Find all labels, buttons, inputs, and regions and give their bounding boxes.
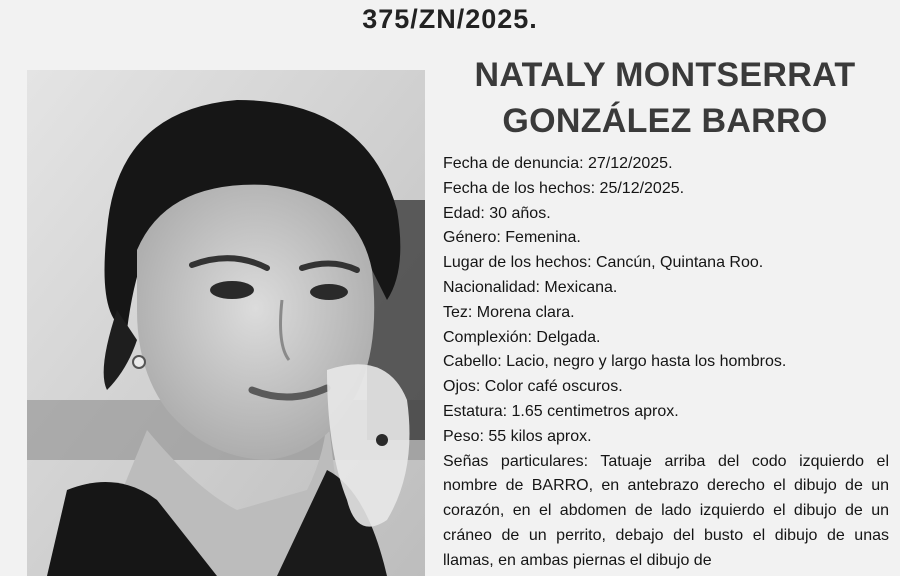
detail-row-ojos — [443, 375, 889, 400]
detail-row-estatura — [443, 400, 889, 425]
detail-row-fecha-hechos — [443, 177, 889, 202]
detail-value: 30 años. — [489, 204, 551, 222]
detail-label: Lugar de los hechos: — [443, 254, 592, 272]
detail-label: Fecha de los hechos: — [443, 179, 596, 197]
detail-label: Complexión: — [443, 328, 532, 346]
person-name-line1: NATALY MONTSERRAT — [474, 56, 856, 94]
detail-label: Ojos: — [443, 378, 481, 396]
missing-person-photo — [27, 70, 425, 576]
detail-label: Estatura: — [443, 402, 508, 420]
detail-row-fecha-denuncia — [443, 152, 889, 177]
detail-value: 25/12/2025. — [599, 179, 685, 197]
detail-label: Fecha de denuncia: — [443, 155, 584, 172]
detail-value: Femenina. — [505, 229, 581, 247]
detail-value: Color café oscuros. — [484, 378, 623, 396]
detail-value: 55 kilos aprox. — [488, 427, 592, 445]
detail-row-peso — [443, 425, 889, 450]
person-name — [440, 52, 890, 144]
detail-label: Cabello: — [443, 353, 502, 371]
detail-row-lugar — [443, 251, 889, 276]
detail-value: Cancún, Quintana Roo. — [596, 254, 764, 272]
details-list — [443, 152, 889, 574]
detail-label: Señas particulares: — [443, 452, 589, 470]
detail-value: Morena clara. — [476, 303, 575, 321]
detail-value: Mexicana. — [544, 278, 618, 296]
detail-row-senas — [443, 450, 889, 574]
detail-row-cabello — [443, 350, 889, 375]
detail-row-nacionalidad — [443, 276, 889, 301]
detail-label: Género: — [443, 229, 501, 247]
detail-label: Edad: — [443, 204, 485, 222]
detail-value: Delgada. — [536, 328, 601, 346]
detail-row-edad — [443, 202, 889, 227]
detail-label: Nacionalidad: — [443, 278, 540, 296]
case-number: 375/ZN/2025. — [362, 4, 538, 34]
detail-row-genero — [443, 226, 889, 251]
detail-label: Peso: — [443, 427, 484, 445]
detail-value: 27/12/2025. — [588, 155, 673, 172]
detail-value: Lacio, negro y largo hasta los hombros. — [506, 353, 787, 371]
detail-label: Tez: — [443, 303, 473, 321]
detail-value: 1.65 centimetros aprox. — [511, 402, 679, 420]
detail-value: Tatuaje arriba del codo izquierdo el nombre de BARRO, en antebrazo derecho el dibujo de un corazón, en el abdomen de lado izquierdo el dibujo de un cráneo de un perrito, debajo del busto el dibujo de unas llamas, en ambas piernas el dibujo de — [443, 452, 890, 569]
detail-row-tez — [443, 301, 889, 326]
detail-row-complexion — [443, 326, 889, 351]
person-name-line2: GONZÁLEZ BARRO — [502, 102, 828, 140]
